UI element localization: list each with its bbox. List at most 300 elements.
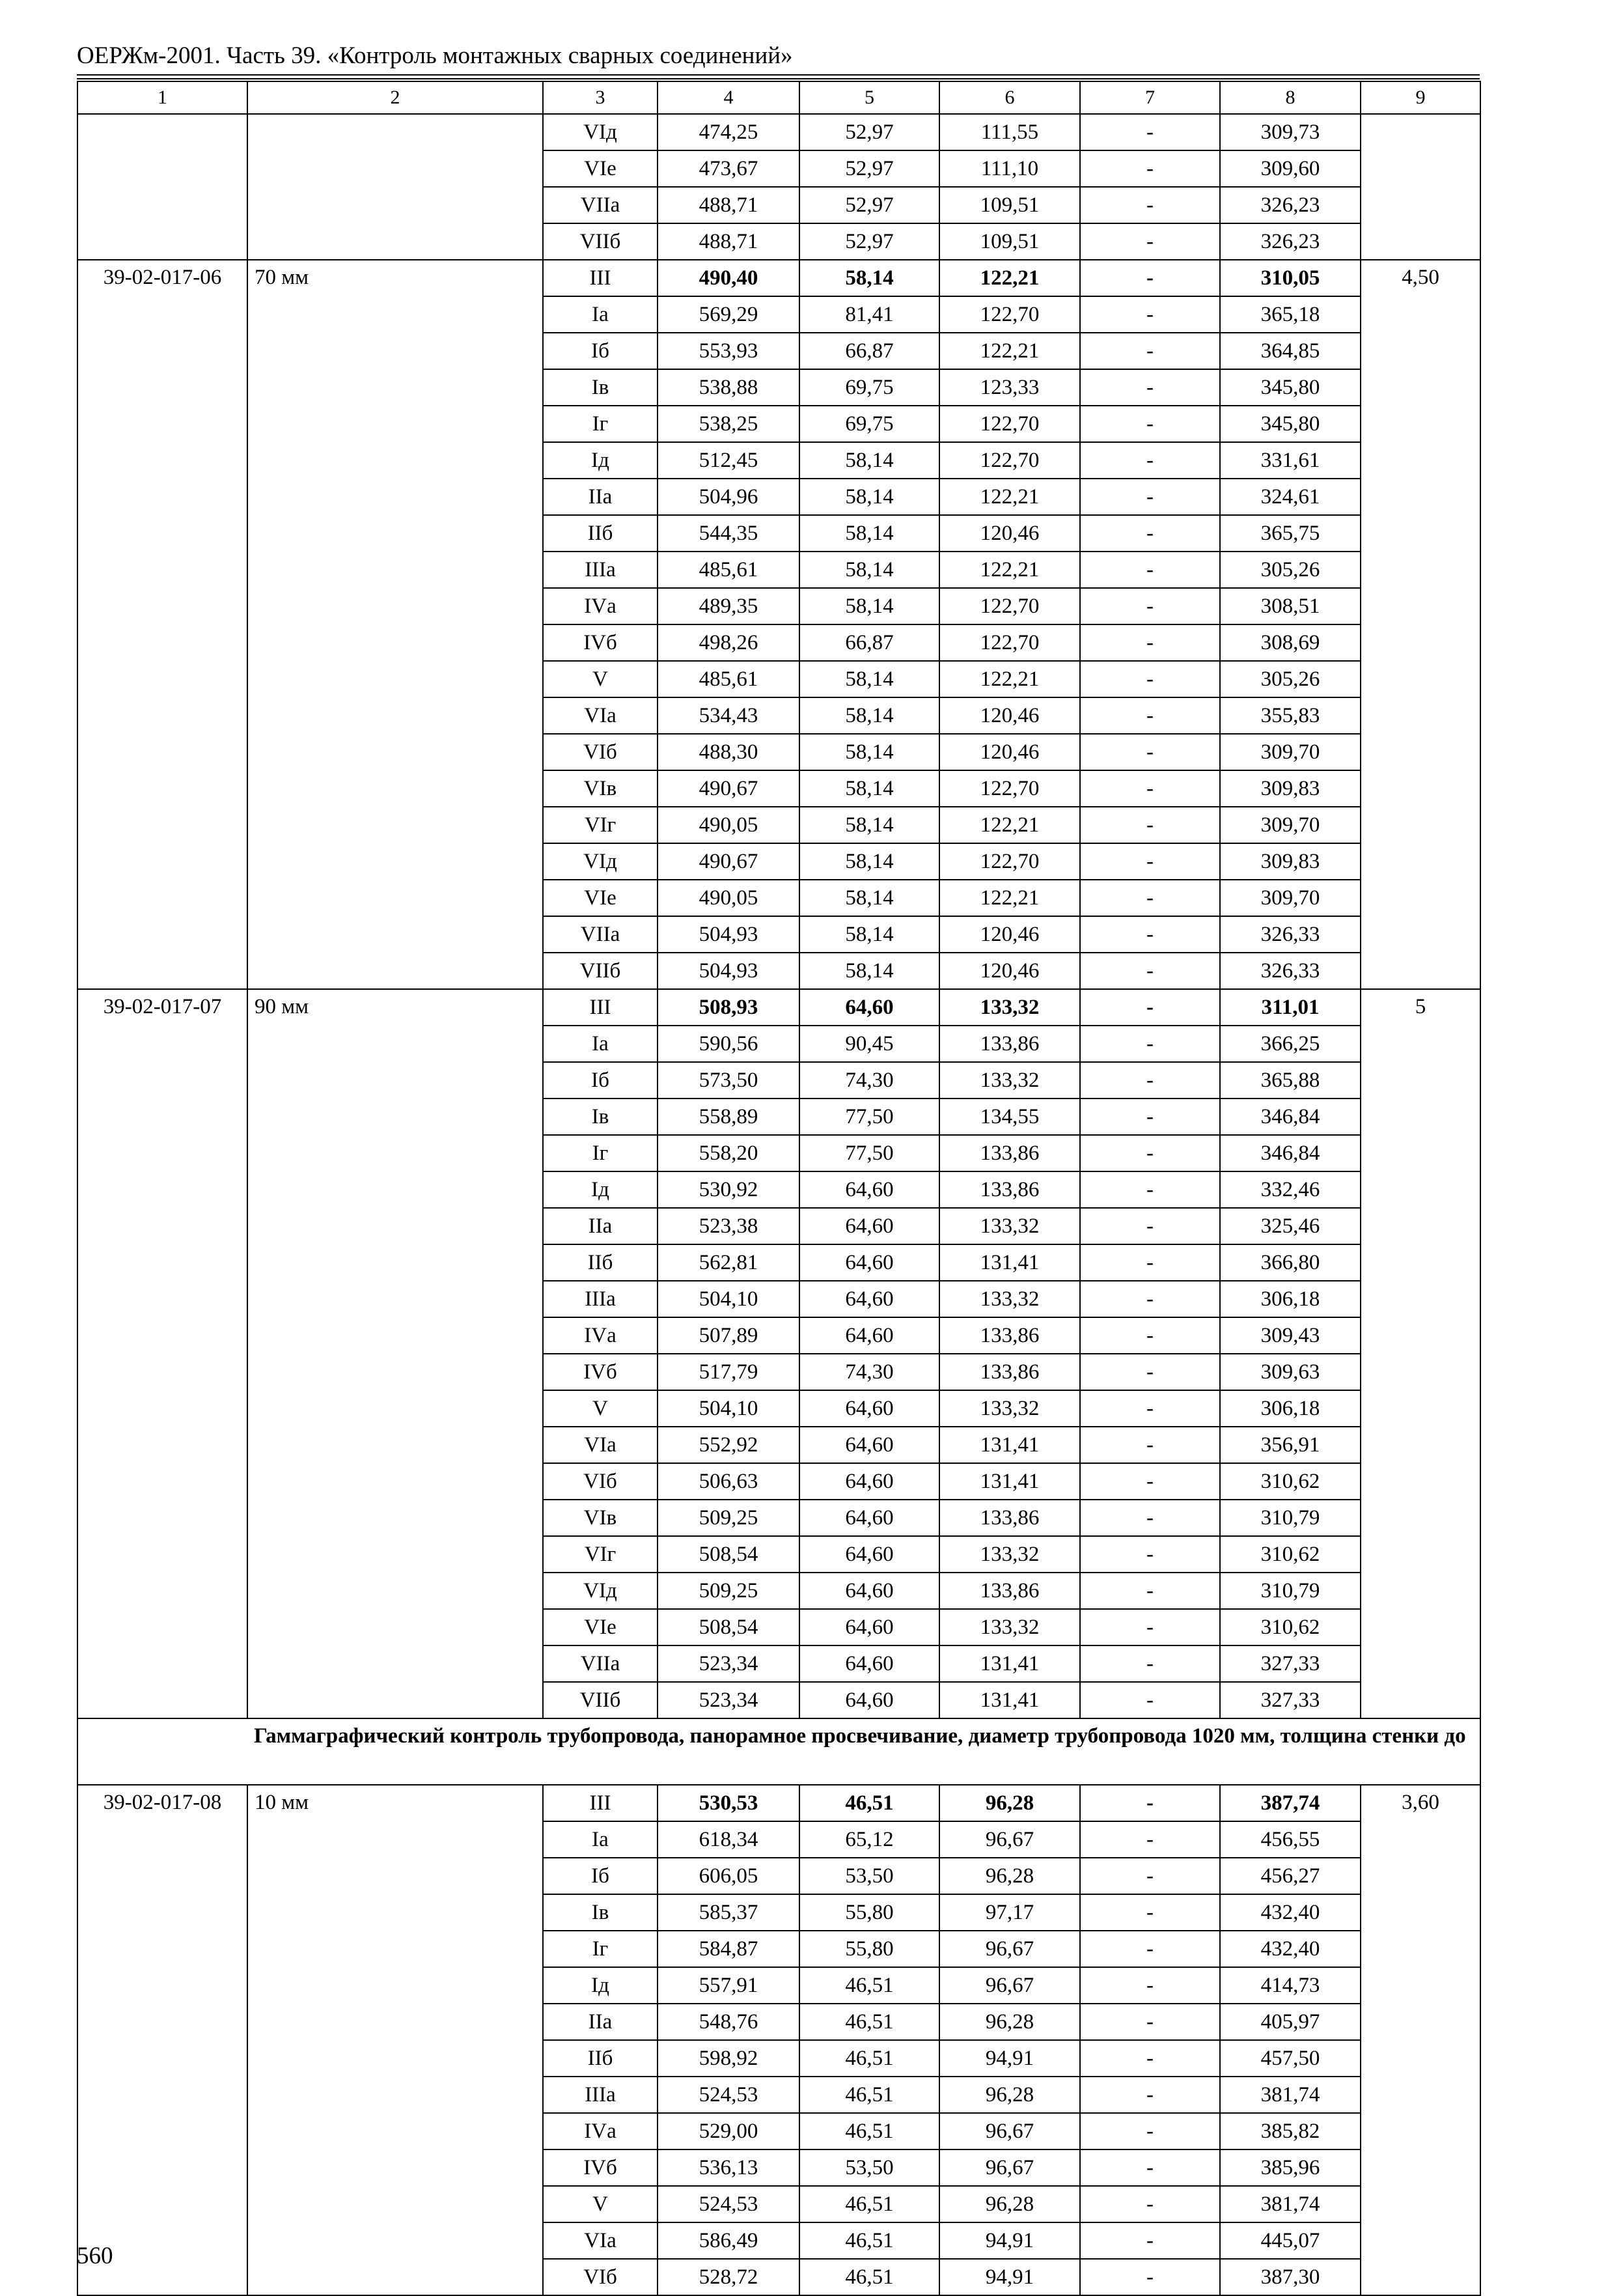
page-header-title: ОЕРЖм-2001. Часть 39. «Контроль монтажных сварных соединений» (77, 42, 793, 69)
value-cell: 122,21 (939, 333, 1080, 369)
value-cell: - (1080, 588, 1220, 624)
value-cell: 64,60 (799, 1317, 939, 1354)
value-cell: - (1080, 1573, 1220, 1609)
value-cell: - (1080, 1645, 1220, 1682)
value-cell: 562,81 (658, 1244, 799, 1281)
value-cell: 46,51 (799, 2077, 939, 2113)
value-cell: 122,21 (939, 479, 1080, 515)
value-cell: 96,67 (939, 2113, 1080, 2149)
value-cell: 133,32 (939, 1062, 1080, 1099)
value-cell: 310,05 (1220, 260, 1361, 296)
zone-cell: VIд (543, 114, 658, 150)
value-cell: 64,60 (799, 989, 939, 1026)
work-name-cell: 10 мм (247, 1785, 543, 2295)
value-cell: 133,86 (939, 1317, 1080, 1354)
work-name-cell: 70 мм (247, 260, 543, 989)
value-cell: 327,33 (1220, 1682, 1361, 1718)
column-number-cell: 6 (939, 81, 1080, 114)
value-cell: - (1080, 734, 1220, 770)
value-cell: 326,33 (1220, 953, 1361, 989)
value-cell: 122,70 (939, 442, 1080, 479)
value-cell: 552,92 (658, 1427, 799, 1463)
zone-cell: IVа (543, 2113, 658, 2149)
table-row (77, 114, 1480, 150)
value-cell: - (1080, 1171, 1220, 1208)
value-cell: 456,55 (1220, 1821, 1361, 1858)
value-cell: 58,14 (799, 661, 939, 697)
value-cell: 530,53 (658, 1785, 799, 1821)
zone-cell: Iа (543, 1026, 658, 1062)
value-cell: 331,61 (1220, 442, 1361, 479)
value-cell: 58,14 (799, 953, 939, 989)
value-cell: 485,61 (658, 661, 799, 697)
value-cell: 345,80 (1220, 369, 1361, 406)
value-cell: 405,97 (1220, 2004, 1361, 2040)
rates-table (77, 81, 1481, 2296)
value-cell: - (1080, 1062, 1220, 1099)
value-cell: 524,53 (658, 2077, 799, 2113)
value-cell: 345,80 (1220, 406, 1361, 442)
value-cell: - (1080, 953, 1220, 989)
column-number-cell: 9 (1361, 81, 1480, 114)
value-cell: - (1080, 442, 1220, 479)
value-cell: 46,51 (799, 2259, 939, 2295)
value-cell: 58,14 (799, 843, 939, 880)
table-row (77, 989, 1480, 1026)
value-cell: 310,62 (1220, 1536, 1361, 1573)
zone-cell: VIа (543, 1427, 658, 1463)
value-cell: 109,51 (939, 223, 1080, 260)
value-cell: 133,32 (939, 1609, 1080, 1645)
value-cell: 96,28 (939, 2004, 1080, 2040)
value-cell: 598,92 (658, 2040, 799, 2077)
zone-cell: Iд (543, 1171, 658, 1208)
col9-cell: 3,60 (1361, 1785, 1480, 2295)
value-cell: 381,74 (1220, 2186, 1361, 2222)
zone-cell: VIд (543, 843, 658, 880)
value-cell: - (1080, 223, 1220, 260)
value-cell: 96,28 (939, 1858, 1080, 1894)
value-cell: - (1080, 406, 1220, 442)
value-cell: - (1080, 2004, 1220, 2040)
value-cell: 365,18 (1220, 296, 1361, 333)
value-cell: - (1080, 296, 1220, 333)
value-cell: 506,63 (658, 1463, 799, 1500)
value-cell: - (1080, 552, 1220, 588)
value-cell: 528,72 (658, 2259, 799, 2295)
value-cell: 326,23 (1220, 187, 1361, 223)
value-cell: 509,25 (658, 1573, 799, 1609)
value-cell: 310,79 (1220, 1573, 1361, 1609)
zone-cell: IIа (543, 2004, 658, 2040)
work-name-cell: 90 мм (247, 989, 543, 1718)
value-cell: 365,75 (1220, 515, 1361, 552)
value-cell: - (1080, 697, 1220, 734)
value-cell: 53,50 (799, 1858, 939, 1894)
value-cell: 473,67 (658, 150, 799, 187)
zone-cell: VIа (543, 697, 658, 734)
value-cell: 122,21 (939, 880, 1080, 916)
value-cell: 474,25 (658, 114, 799, 150)
value-cell: 508,54 (658, 1536, 799, 1573)
zone-cell: IVа (543, 588, 658, 624)
value-cell: 55,80 (799, 1894, 939, 1931)
zone-cell: Iа (543, 296, 658, 333)
section-title: Гаммаграфический контроль трубопровода, панорамное просвечивание, диаметр трубопровода 1020 мм, толщина стенки до (247, 1718, 1480, 1785)
rate-code-cell: 39-02-017-06 (77, 260, 247, 989)
value-cell: 64,60 (799, 1609, 939, 1645)
value-cell: - (1080, 479, 1220, 515)
value-cell: 58,14 (799, 916, 939, 953)
zone-cell: VIг (543, 807, 658, 843)
value-cell: 120,46 (939, 515, 1080, 552)
value-cell: 64,60 (799, 1208, 939, 1244)
value-cell: 74,30 (799, 1354, 939, 1390)
value-cell: - (1080, 333, 1220, 369)
value-cell: 97,17 (939, 1894, 1080, 1931)
zone-cell: IVб (543, 1354, 658, 1390)
zone-cell: III (543, 989, 658, 1026)
value-cell: 96,67 (939, 1931, 1080, 1967)
value-cell: 558,20 (658, 1135, 799, 1171)
value-cell: 490,05 (658, 880, 799, 916)
value-cell: 569,29 (658, 296, 799, 333)
value-cell: - (1080, 2040, 1220, 2077)
value-cell: 310,79 (1220, 1500, 1361, 1536)
value-cell: 46,51 (799, 2040, 939, 2077)
value-cell: - (1080, 1682, 1220, 1718)
value-cell: 606,05 (658, 1858, 799, 1894)
value-cell: 326,33 (1220, 916, 1361, 953)
value-cell: 536,13 (658, 2149, 799, 2186)
value-cell: 64,60 (799, 1573, 939, 1609)
value-cell: 618,34 (658, 1821, 799, 1858)
value-cell: 365,88 (1220, 1062, 1361, 1099)
table-body (77, 81, 1480, 2295)
value-cell: 46,51 (799, 2004, 939, 2040)
zone-cell: VIв (543, 1500, 658, 1536)
rate-code-cell: 39-02-017-07 (77, 989, 247, 1718)
value-cell: - (1080, 187, 1220, 223)
value-cell: 325,46 (1220, 1208, 1361, 1244)
value-cell: 488,71 (658, 187, 799, 223)
value-cell: 96,28 (939, 1785, 1080, 1821)
value-cell: 133,86 (939, 1500, 1080, 1536)
zone-cell: Iг (543, 1135, 658, 1171)
value-cell: 52,97 (799, 187, 939, 223)
value-cell: 46,51 (799, 2113, 939, 2149)
value-cell: 311,01 (1220, 989, 1361, 1026)
value-cell: 324,61 (1220, 479, 1361, 515)
value-cell: - (1080, 515, 1220, 552)
value-cell: 122,70 (939, 296, 1080, 333)
value-cell: 122,21 (939, 807, 1080, 843)
value-cell: 58,14 (799, 442, 939, 479)
column-number-cell: 3 (543, 81, 658, 114)
value-cell: 122,70 (939, 843, 1080, 880)
value-cell: 133,86 (939, 1573, 1080, 1609)
value-cell: 94,91 (939, 2222, 1080, 2259)
zone-cell: VIб (543, 2259, 658, 2295)
value-cell: - (1080, 1208, 1220, 1244)
value-cell: 120,46 (939, 734, 1080, 770)
value-cell: 523,34 (658, 1682, 799, 1718)
table-row (77, 1785, 1480, 1821)
value-cell: 557,91 (658, 1967, 799, 2004)
value-cell: 310,62 (1220, 1463, 1361, 1500)
section-heading-row (77, 1718, 1480, 1785)
value-cell: 134,55 (939, 1099, 1080, 1135)
value-cell: 308,51 (1220, 588, 1361, 624)
zone-cell: IIб (543, 1244, 658, 1281)
column-number-cell: 4 (658, 81, 799, 114)
value-cell: 58,14 (799, 479, 939, 515)
value-cell: 52,97 (799, 223, 939, 260)
value-cell: 58,14 (799, 515, 939, 552)
value-cell: 90,45 (799, 1026, 939, 1062)
value-cell: 46,51 (799, 1785, 939, 1821)
value-cell: 96,67 (939, 1821, 1080, 1858)
value-cell: 64,60 (799, 1171, 939, 1208)
value-cell: - (1080, 2077, 1220, 2113)
value-cell: 445,07 (1220, 2222, 1361, 2259)
value-cell: 490,05 (658, 807, 799, 843)
value-cell: 305,26 (1220, 661, 1361, 697)
rate-code-cell: 39-02-017-08 (77, 1785, 247, 2295)
value-cell: 66,87 (799, 624, 939, 661)
zone-cell: III (543, 1785, 658, 1821)
zone-cell: VIIб (543, 223, 658, 260)
value-cell: 498,26 (658, 624, 799, 661)
value-cell: 309,60 (1220, 150, 1361, 187)
zone-cell: VIе (543, 880, 658, 916)
value-cell: - (1080, 1858, 1220, 1894)
value-cell: 58,14 (799, 734, 939, 770)
value-cell: - (1080, 916, 1220, 953)
value-cell: 133,32 (939, 1390, 1080, 1427)
value-cell: - (1080, 1317, 1220, 1354)
value-cell: 355,83 (1220, 697, 1361, 734)
value-cell: - (1080, 1609, 1220, 1645)
value-cell: - (1080, 1099, 1220, 1135)
value-cell: 133,86 (939, 1026, 1080, 1062)
value-cell: 490,67 (658, 843, 799, 880)
value-cell: 485,61 (658, 552, 799, 588)
zone-cell: IVа (543, 1317, 658, 1354)
value-cell: 64,60 (799, 1244, 939, 1281)
value-cell: - (1080, 1821, 1220, 1858)
value-cell: 306,18 (1220, 1390, 1361, 1427)
value-cell: 538,88 (658, 369, 799, 406)
value-cell: 69,75 (799, 406, 939, 442)
value-cell: 504,10 (658, 1390, 799, 1427)
value-cell: 52,97 (799, 150, 939, 187)
column-number-cell: 2 (247, 81, 543, 114)
value-cell: 306,18 (1220, 1281, 1361, 1317)
value-cell: - (1080, 2113, 1220, 2149)
zone-cell: VIд (543, 1573, 658, 1609)
value-cell: 387,74 (1220, 1785, 1361, 1821)
zone-cell: IIIа (543, 552, 658, 588)
page-number: 560 (77, 2243, 113, 2269)
value-cell: 77,50 (799, 1099, 939, 1135)
value-cell: - (1080, 260, 1220, 296)
value-cell: 111,10 (939, 150, 1080, 187)
value-cell: 64,60 (799, 1536, 939, 1573)
value-cell: 58,14 (799, 697, 939, 734)
value-cell: 490,40 (658, 260, 799, 296)
value-cell: 120,46 (939, 916, 1080, 953)
value-cell: 131,41 (939, 1682, 1080, 1718)
value-cell: 133,32 (939, 1536, 1080, 1573)
value-cell: 120,46 (939, 953, 1080, 989)
zone-cell: VIIа (543, 187, 658, 223)
zone-cell: Iг (543, 1931, 658, 1967)
value-cell: 488,30 (658, 734, 799, 770)
value-cell: 585,37 (658, 1894, 799, 1931)
value-cell: 308,69 (1220, 624, 1361, 661)
zone-cell: Iб (543, 1858, 658, 1894)
value-cell: 489,35 (658, 588, 799, 624)
value-cell: 122,21 (939, 260, 1080, 296)
value-cell: - (1080, 1785, 1220, 1821)
value-cell: 58,14 (799, 880, 939, 916)
value-cell: 507,89 (658, 1317, 799, 1354)
zone-cell: Iв (543, 1894, 658, 1931)
value-cell: 133,86 (939, 1171, 1080, 1208)
value-cell: 508,93 (658, 989, 799, 1026)
value-cell: 538,25 (658, 406, 799, 442)
value-cell: - (1080, 1536, 1220, 1573)
zone-cell: V (543, 661, 658, 697)
table-row (77, 260, 1480, 296)
zone-cell: VIIа (543, 916, 658, 953)
value-cell: 364,85 (1220, 333, 1361, 369)
section-blank-cell (77, 1718, 247, 1785)
value-cell: 309,83 (1220, 843, 1361, 880)
value-cell: 81,41 (799, 296, 939, 333)
value-cell: 488,71 (658, 223, 799, 260)
value-cell: 387,30 (1220, 2259, 1361, 2295)
value-cell: 346,84 (1220, 1135, 1361, 1171)
col9-cell: 4,50 (1361, 260, 1480, 989)
value-cell: 64,60 (799, 1500, 939, 1536)
value-cell: 94,91 (939, 2259, 1080, 2295)
value-cell: - (1080, 843, 1220, 880)
value-cell: 366,80 (1220, 1244, 1361, 1281)
value-cell: - (1080, 770, 1220, 807)
value-cell: 131,41 (939, 1463, 1080, 1500)
value-cell: 530,92 (658, 1171, 799, 1208)
value-cell: 385,82 (1220, 2113, 1361, 2149)
value-cell: - (1080, 2186, 1220, 2222)
zone-cell: VIе (543, 1609, 658, 1645)
value-cell: 58,14 (799, 260, 939, 296)
value-cell: - (1080, 880, 1220, 916)
zone-cell: VIв (543, 770, 658, 807)
value-cell: - (1080, 150, 1220, 187)
value-cell: 573,50 (658, 1062, 799, 1099)
value-cell: 64,60 (799, 1281, 939, 1317)
zone-cell: Iд (543, 1967, 658, 2004)
zone-cell: IVб (543, 624, 658, 661)
value-cell: - (1080, 989, 1220, 1026)
value-cell: 309,70 (1220, 807, 1361, 843)
value-cell: - (1080, 2149, 1220, 2186)
value-cell: 381,74 (1220, 2077, 1361, 2113)
zone-cell: VIг (543, 1536, 658, 1573)
value-cell: 64,60 (799, 1682, 939, 1718)
zone-cell: VIб (543, 1463, 658, 1500)
column-number-cell: 8 (1220, 81, 1361, 114)
value-cell: 131,41 (939, 1244, 1080, 1281)
value-cell: 590,56 (658, 1026, 799, 1062)
zone-cell: V (543, 1390, 658, 1427)
value-cell: 309,70 (1220, 880, 1361, 916)
value-cell: 504,93 (658, 916, 799, 953)
rate-code-cell (77, 114, 247, 260)
value-cell: 305,26 (1220, 552, 1361, 588)
value-cell: - (1080, 1390, 1220, 1427)
value-cell: - (1080, 1281, 1220, 1317)
zone-cell: Iв (543, 369, 658, 406)
zone-cell: V (543, 2186, 658, 2222)
value-cell: 58,14 (799, 807, 939, 843)
value-cell: 52,97 (799, 114, 939, 150)
zone-cell: IVб (543, 2149, 658, 2186)
value-cell: 46,51 (799, 1967, 939, 2004)
column-number-row (77, 81, 1480, 114)
value-cell: 529,00 (658, 2113, 799, 2149)
value-cell: 523,38 (658, 1208, 799, 1244)
value-cell: - (1080, 1967, 1220, 2004)
column-number-cell: 7 (1080, 81, 1220, 114)
value-cell: 523,34 (658, 1645, 799, 1682)
zone-cell: III (543, 260, 658, 296)
value-cell: 122,21 (939, 661, 1080, 697)
column-number-cell: 5 (799, 81, 939, 114)
value-cell: - (1080, 1463, 1220, 1500)
value-cell: 131,41 (939, 1645, 1080, 1682)
value-cell: 309,63 (1220, 1354, 1361, 1390)
value-cell: 58,14 (799, 588, 939, 624)
column-number-cell: 1 (77, 81, 247, 114)
value-cell: 123,33 (939, 369, 1080, 406)
value-cell: 77,50 (799, 1135, 939, 1171)
value-cell: 548,76 (658, 2004, 799, 2040)
value-cell: 385,96 (1220, 2149, 1361, 2186)
value-cell: 58,14 (799, 552, 939, 588)
zone-cell: VIб (543, 734, 658, 770)
value-cell: - (1080, 2222, 1220, 2259)
value-cell: 133,86 (939, 1354, 1080, 1390)
value-cell: 64,60 (799, 1463, 939, 1500)
value-cell: 457,50 (1220, 2040, 1361, 2077)
value-cell: 544,35 (658, 515, 799, 552)
value-cell: - (1080, 1135, 1220, 1171)
zone-cell: IIIа (543, 2077, 658, 2113)
value-cell: - (1080, 2259, 1220, 2295)
value-cell: 309,43 (1220, 1317, 1361, 1354)
value-cell: 327,33 (1220, 1645, 1361, 1682)
value-cell: 553,93 (658, 333, 799, 369)
value-cell: 584,87 (658, 1931, 799, 1967)
value-cell: 432,40 (1220, 1894, 1361, 1931)
header-rule-bottom (77, 78, 1480, 79)
value-cell: 69,75 (799, 369, 939, 406)
value-cell: 504,10 (658, 1281, 799, 1317)
value-cell: 586,49 (658, 2222, 799, 2259)
